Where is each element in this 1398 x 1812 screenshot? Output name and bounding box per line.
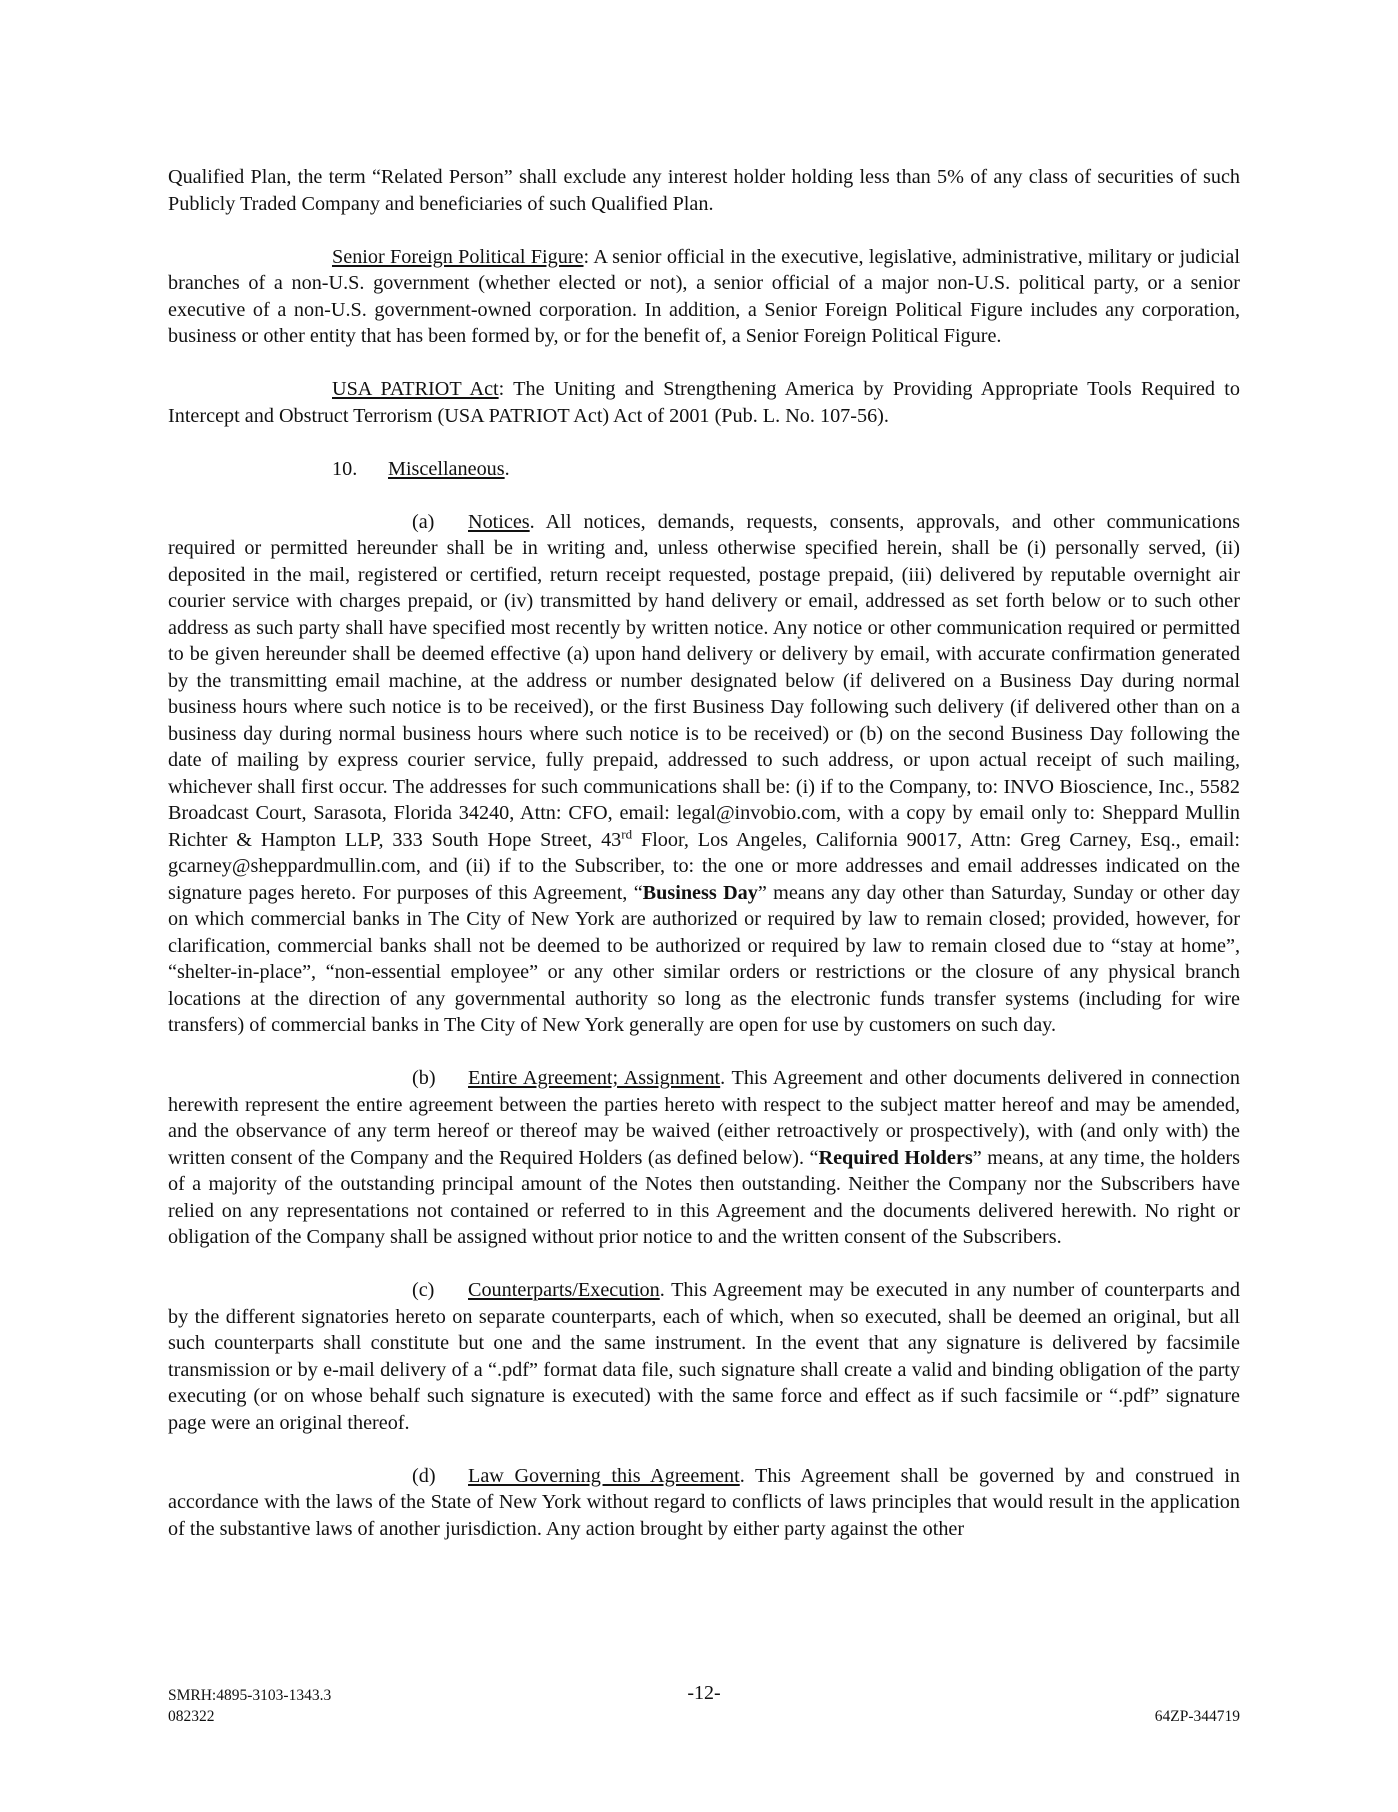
clause-title: Counterparts/Execution <box>468 1279 660 1301</box>
paragraph-text: Qualified Plan, the term “Related Person” shall exclude any interest holder holding less than 5% of any class of securities of such Publicly Traded Company and beneficiaries of such Qualified Plan. <box>168 166 1240 215</box>
clause-title: Entire Agreement; Assignment <box>468 1067 721 1089</box>
clause-text: ” means, at any time, the holders of a majority of the outstanding principal amount of the Notes then outstanding. Neither the Company nor the Subscribers have relied on any representations not contained or referred to in this Agreement and the documents delivered herewith. No right or obligation of the Company shall be assigned without prior notice to and the written consent of the Subscribers. <box>168 1146 1240 1248</box>
page-number: -12- <box>687 1682 721 1704</box>
footer-doc-id: SMRH:4895-3103-1343.3 <box>168 1687 332 1704</box>
clause-title: Law Governing this Agreement <box>468 1464 740 1487</box>
paragraph-related-person <box>168 164 1240 217</box>
bold-term: Business Day <box>642 881 758 904</box>
clause-a-notices <box>168 509 1240 1039</box>
footer-ref-code: 64ZP-344719 <box>1154 1708 1240 1725</box>
document-page <box>168 164 1240 1569</box>
section-number: 10. <box>332 457 358 480</box>
superscript-text: rd <box>621 825 633 841</box>
definition-text: : The Uniting and Strengthening America by Providing Appropriate Tools Required to Intercept and Obstruct Terrorism (USA PATRIOT Act) Act of 2001 (Pub. L. No. 107-56). <box>168 378 1240 427</box>
clause-text: . This Agreement may be executed in any number of counterparts and by the different signatories hereto on separate counterparts, each of which, when so executed, shall be deemed an original, but all such counterparts shall constitute but one and the same instrument. In the event that any signature is delivered by facsimile transmission or by e-mail delivery of a “.pdf” format data file, such signature shall create a valid and binding obligation of the party executing (or on whose behalf such signature is executed) with the same force and effect as if such facsimile or “.pdf” signature page were an original thereof. <box>168 1279 1240 1434</box>
clause-d-law-governing <box>168 1463 1240 1543</box>
clause-title: Notices <box>468 510 530 533</box>
definition-text: : A senior official in the executive, legislative, administrative, military or judicial branches of a non-U.S. government (whether elected or not), a senior official of a major non-U.S. political party, or a senior executive of a non-U.S. government-owned corporation. In addition, a Senior Foreign Political Figure includes any corporation, business or other entity that has been formed by, or for the benefit of, a Senior Foreign Political Figure. <box>168 245 1240 347</box>
footer-date-code: 082322 <box>168 1708 215 1725</box>
clause-label: (a) <box>412 510 435 533</box>
section-title: Miscellaneous <box>388 457 505 480</box>
section-title-period: . <box>504 457 510 480</box>
definition-senior-foreign-political-figure <box>168 244 1240 350</box>
clause-label: (c) <box>412 1279 435 1301</box>
clause-text: . All notices, demands, requests, consents, approvals, and other communications required or permitted hereunder shall be in writing and, unless otherwise specified herein, shall be (i) personally served, (ii) deposited in the mail, registered or certified, return receipt requested, postage prepaid, (iii) delivered by reputable overnight air courier service with charges prepaid, or (iv) transmitted by hand delivery or email, addressed as set forth below or to such other address as such party shall have specified most recently by written notice. Any notice or other communication required or permitted to be given hereunder shall be deemed effective (a) upon hand delivery or delivery by email, with accurate confirmation generated by the transmitting email machine, at the address or number designated below (if delivered on a Business Day during normal business hours where such notice is to be received), or the first Business Day following such delivery (if delivered other than on a business day during normal business hours where such notice is to be received) or (b) on the second Business Day following the date of mailing by express courier service, fully prepaid, addressed to such address, or upon actual receipt of such mailing, whichever shall first occur. The addresses for such communications shall be: (i) if to the Company, to: INVO Bioscience, Inc., 5582 Broadcast Court, Sarasota, Florida 34240, Attn: CFO, email: legal@invobio.com, with a copy by email only to: Sheppard Mullin Richter & Hampton LLP, 333 South Hope Street, 43 <box>168 510 1240 851</box>
clause-text: . This Agreement and other documents delivered in connection herewith represent the entire agreement between the parties hereto with respect to the subject matter hereof and may be amended, and the observance of any term hereof or thereof may be waived (either retroactively or prospectively), with (and only with) the written consent of the Company and the Required Holders (as defined below). “ <box>168 1067 1240 1169</box>
defined-term: Senior Foreign Political Figure <box>332 245 584 268</box>
clause-label: (d) <box>412 1464 436 1487</box>
bold-term: Required Holders <box>818 1146 973 1169</box>
clause-text: . This Agreement shall be governed by and construed in accordance with the laws of the State of New York without regard to conflicts of laws principles that would result in the application of the substantive laws of another jurisdiction. Any action brought by either party against the other <box>168 1464 1240 1540</box>
clause-text: ” means any day other than Saturday, Sunday or other day on which commercial banks in The City of New York are authorized or required by law to remain closed; provided, however, for clarification, commercial banks shall not be deemed to be authorized or required by law to remain closed due to “stay at home”, “shelter-in-place”, “non-essential employee” or any other similar orders or restrictions or the closure of any physical branch locations at the direction of any governmental authority so long as the electronic funds transfer systems (including for wire transfers) of commercial banks in The City of New York generally are open for use by customers on such day. <box>168 881 1240 1036</box>
definition-usa-patriot-act <box>168 376 1240 429</box>
clause-c-counterparts <box>168 1277 1240 1436</box>
clause-text: Floor, Los Angeles, California 90017, Attn: Greg Carney, Esq., email: gcarney@sheppardmullin.com, and (ii) if to the Subscriber, to: the one or more addresses and email addresses indicated on the signature pages hereto. For purposes of this Agreement, “ <box>168 828 1240 904</box>
section-heading-miscellaneous <box>332 456 1240 483</box>
clause-label: (b) <box>412 1067 436 1089</box>
defined-term: USA PATRIOT Act <box>332 378 499 400</box>
clause-b-entire-agreement <box>168 1065 1240 1251</box>
